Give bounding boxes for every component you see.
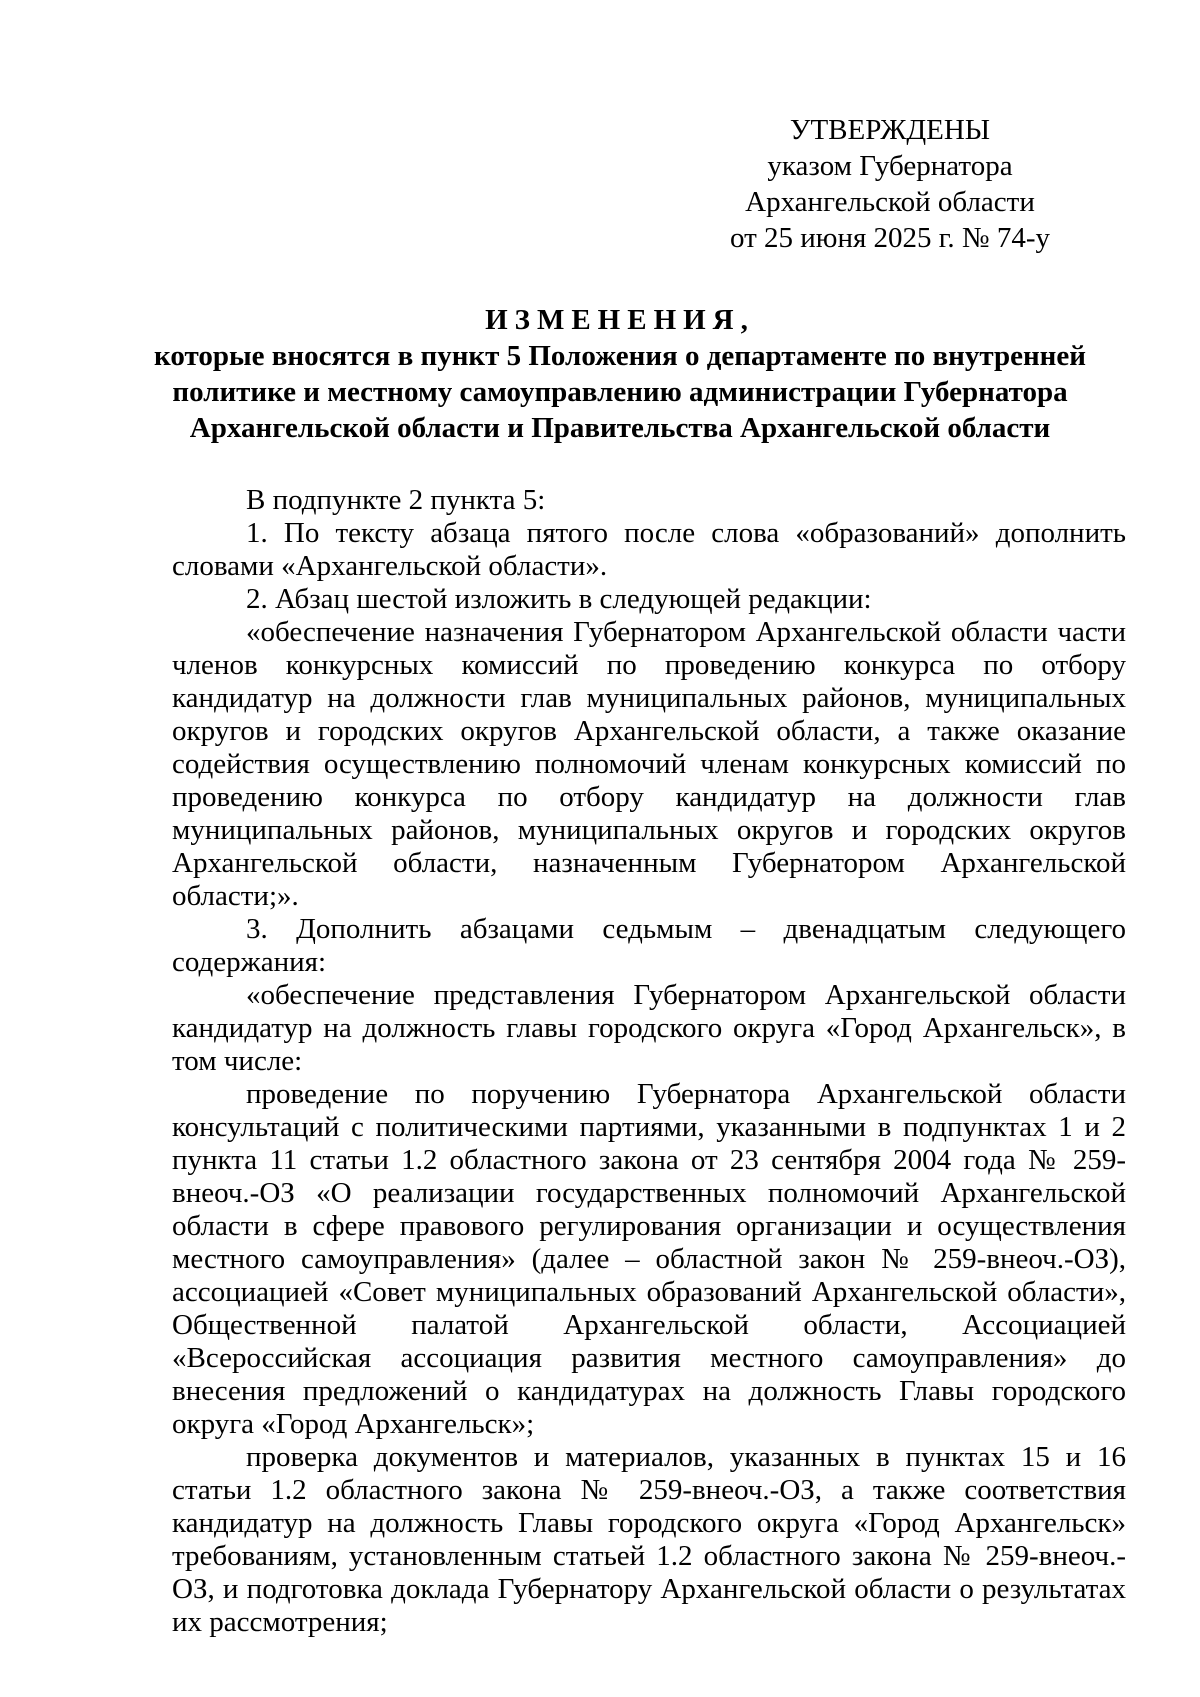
document-title-block: [150, 302, 1090, 446]
approval-date-number: от 25 июня 2025 г. № 74-у: [729, 222, 1051, 254]
body-paragraph-intro: В подпункте 2 пункта 5:: [246, 484, 546, 516]
approval-authority: указом Губернатора: [767, 150, 1013, 182]
body-paragraph-quote-2: «обеспечение представления Губернатором Архангельской области кандидатур на должность главы городского округа «Город Архангельск», в том числе:: [172, 979, 1126, 1077]
approval-status: УТВЕРЖДЕНЫ: [789, 114, 991, 146]
approval-region: Архангельской области: [745, 186, 1035, 218]
document-subtitle: которые вносятся в пункт 5 Положения о департаменте по внутренней политике и местному самоуправлению администрации Губернатора Архангельской области и Правительства Архангельской области: [154, 340, 1086, 444]
body-paragraph-quote-1: «обеспечение назначения Губернатором Архангельской области части членов конкурсных комиссий по проведению конкурса по отбору кандидатур на должности глав муниципальных районов, муниципальных округов и городских округов Архангельской области, а также оказание содействия осуществлению полномочий членам конкурсных комиссий по проведению конкурса по отбору кандидатур на должности глав муниципальных районов, муниципальных округов и городских округов Архангельской области, назначенным Губернатором Архангельской области;».: [172, 616, 1126, 912]
document-body: [172, 484, 1126, 1639]
document-title: ИЗМЕНЕНИЯ,: [485, 304, 755, 336]
body-paragraph-item-3: 3. Дополнить абзацами седьмым – двенадцатым следующего содержания:: [172, 913, 1126, 978]
body-paragraph-item-2: 2. Абзац шестой изложить в следующей редакции:: [246, 583, 872, 615]
body-paragraph-item-1: 1. По тексту абзаца пятого после слова «образований» дополнить словами «Архангельской области».: [172, 517, 1126, 582]
body-paragraph-verification: проверка документов и материалов, указанных в пунктах 15 и 16 статьи 1.2 областного закона № 259-внеоч.-ОЗ, а также соответствия кандидатур на должность Главы городского округа «Город Архангельск» требованиям, установленным статьей 1.2 областного закона № 259-внеоч.-ОЗ, и подготовка доклада Губернатору Архангельской области о результатах их рассмотрения;: [172, 1441, 1126, 1638]
approval-stamp: [720, 112, 1060, 256]
body-paragraph-consultations: проведение по поручению Губернатора Архангельской области консультаций с политическими партиями, указанными в подпунктах 1 и 2 пункта 11 статьи 1.2 областного закона от 23 сентября 2004 года № 259-внеоч.-ОЗ «О реализации государственных полномочий Архангельской области в сфере правового регулирования организации и осуществления местного самоуправления» (далее – областной закон № 259-внеоч.-ОЗ), ассоциацией «Совет муниципальных образований Архангельской области», Общественной палатой Архангельской области, Ассоциацией «Всероссийская ассоциация развития местного самоуправления» до внесения предложений о кандидатурах на должность Главы городского округа «Город Архангельск»;: [172, 1078, 1126, 1440]
